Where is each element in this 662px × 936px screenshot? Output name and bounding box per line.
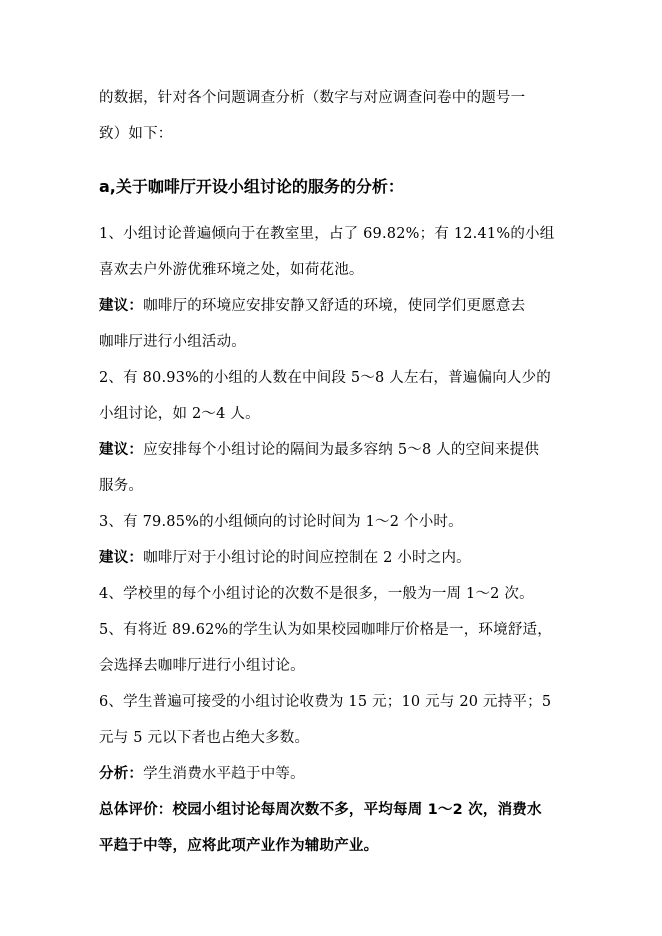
point-1-line-1: 1、小组讨论普遍倾向于在教室里，占了 69.82%；有 12.41%的小组: [99, 226, 555, 242]
suggestion-3-line-1: [99, 540, 569, 576]
summary-line-1: 总体评价：校园小组讨论每周次数不多，平均每周 1～2 次，消费水: [99, 802, 542, 818]
intro-line-2: 致）如下：: [99, 126, 173, 142]
suggestion-2-line-2: 服务。: [99, 478, 144, 494]
point-3-line-1: 3、有 79.85%的小组倾向的讨论时间为 1～2 个小时。: [99, 514, 463, 530]
point-6-line-1: 6、学生普遍可接受的小组讨论收费为 15 元；10 元与 20 元持平；5: [99, 694, 552, 710]
analysis-label: 分析：: [99, 766, 144, 782]
summary-line-2: 平趋于中等，应将此项产业作为辅助产业。: [99, 838, 379, 854]
analysis-text: 学生消费水平趋于中等。: [143, 766, 305, 782]
analysis-line-1: [99, 756, 569, 792]
point-5-line-1: 5、有将近 89.62%的学生认为如果校园咖啡厅价格是一，环境舒适，: [99, 622, 552, 638]
point-5-line-2: 会选择去咖啡厅进行小组讨论。: [99, 658, 305, 674]
suggestion-2-text: 应安排每个小组讨论的隔间为最多容纳 5～8 人的空间来提供: [143, 442, 540, 458]
point-6-line-2: 元与 5 元以下者也占绝大多数。: [99, 730, 310, 746]
point-2-line-2: 小组讨论，如 2～4 人。: [99, 406, 260, 422]
suggestion-label: 建议：: [99, 298, 144, 314]
point-1-line-2: 喜欢去户外游优雅环境之处，如荷花池。: [99, 262, 364, 278]
suggestion-1-line-1: [99, 288, 569, 324]
suggestion-1-line-2: 咖啡厅进行小组活动。: [99, 334, 246, 350]
document-page: [99, 80, 569, 864]
point-4-line-1: 4、学校里的每个小组讨论的次数不是很多，一般为一周 1～2 次。: [99, 586, 534, 602]
suggestion-label: 建议：: [99, 550, 144, 566]
suggestion-1-text: 咖啡厅的环境应安排安静又舒适的环境，使同学们更愿意去: [143, 298, 526, 314]
intro-line-1: 的数据，针对各个问题调查分析（数字与对应调查问卷中的题号一: [99, 90, 526, 106]
suggestion-3-text: 咖啡厅对于小组讨论的时间应控制在 2 小时之内。: [143, 550, 471, 566]
point-2-line-1: 2、有 80.93%的小组的人数在中间段 5～8 人左右，普遍偏向人少的: [99, 370, 551, 386]
suggestion-label: 建议：: [99, 442, 144, 458]
suggestion-2-line-1: [99, 432, 569, 468]
section-heading: a,关于咖啡厅开设小组讨论的服务的分析：: [99, 177, 404, 196]
